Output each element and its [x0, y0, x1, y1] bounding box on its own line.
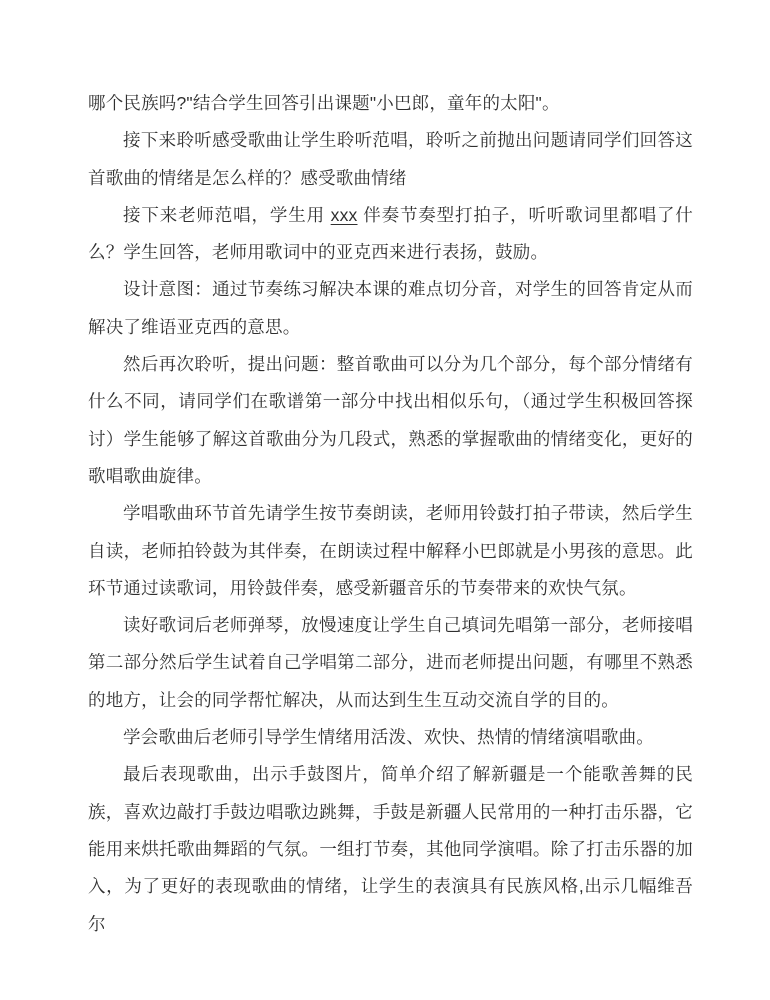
paragraph	[88, 271, 693, 346]
paragraph	[88, 346, 693, 495]
text-run: 然后再次聆听，提出问题：整首歌曲可以分为几个部分，每个部分情绪有什么不同，请同学们在歌谱第一部分中找出相似乐句，（通过学生积极回答探讨）学生能够了解这首歌曲分为几段式，熟悉的掌握歌曲的情绪变化，更好的歌唱歌曲旋律。	[88, 354, 693, 486]
text-run: 学唱歌曲环节首先请学生按节奏朗读，老师用铃鼓打拍子带读，然后学生自读，老师拍铃鼓为其伴奏，在朗读过程中解释小巴郎就是小男孩的意思。此环节通过读歌词，用铃鼓伴奏，感受新疆音乐的节奏带来的欢快气氛。	[88, 503, 693, 598]
underlined-placeholder-run: xxx	[330, 204, 358, 225]
text-run: 伴奏节奏型打拍子，听听歌词里都唱了什么？学生回答，老师用歌词中的亚克西来进行表扬，鼓励。	[88, 204, 693, 263]
document-text-body	[88, 85, 693, 943]
text-run: 接下来聆听感受歌曲让学生聆听范唱，聆听之前抛出问题请同学们回答这首歌曲的情绪是怎么样的？感受歌曲情绪	[88, 130, 693, 188]
paragraph	[88, 756, 693, 942]
text-run: 读好歌词后老师弹琴，放慢速度让学生自己填词先唱第一部分，老师接唱第二部分然后学生试着自己学唱第二部分，进而老师提出问题，有哪里不熟悉的地方，让会的同学帮忙解决，从而达到生生互动交流自学的目的。	[88, 615, 693, 710]
text-run: 哪个民族吗?"结合学生回答引出课题"小巴郎，童年的太阳"。	[88, 93, 560, 113]
text-run: 接下来老师范唱，学生用	[123, 204, 331, 225]
text-run: 设计意图：通过节奏练习解决本课的难点切分音，对学生的回答肯定从而解决了维语亚克西的意思。	[88, 279, 693, 337]
paragraph	[88, 719, 693, 756]
text-run: 最后表现歌曲，出示手鼓图片，简单介绍了解新疆是一个能歌善舞的民族，喜欢边敲打手鼓边唱歌边跳舞，手鼓是新疆人民常用的一种打击乐器，它能用来烘托歌曲舞蹈的气氛。一组打节奏，其他同学演唱。除了打击乐器的加入，为了更好的表现歌曲的情绪，让学生的表演具有民族风格,出示几幅维吾尔	[88, 764, 693, 934]
text-run: 学会歌曲后老师引导学生情绪用活泼、欢快、热情的情绪演唱歌曲。	[123, 727, 654, 748]
paragraph	[88, 197, 693, 272]
paragraph	[88, 495, 693, 607]
paragraph	[88, 85, 693, 122]
paragraph	[88, 607, 693, 719]
paragraph	[88, 122, 693, 197]
